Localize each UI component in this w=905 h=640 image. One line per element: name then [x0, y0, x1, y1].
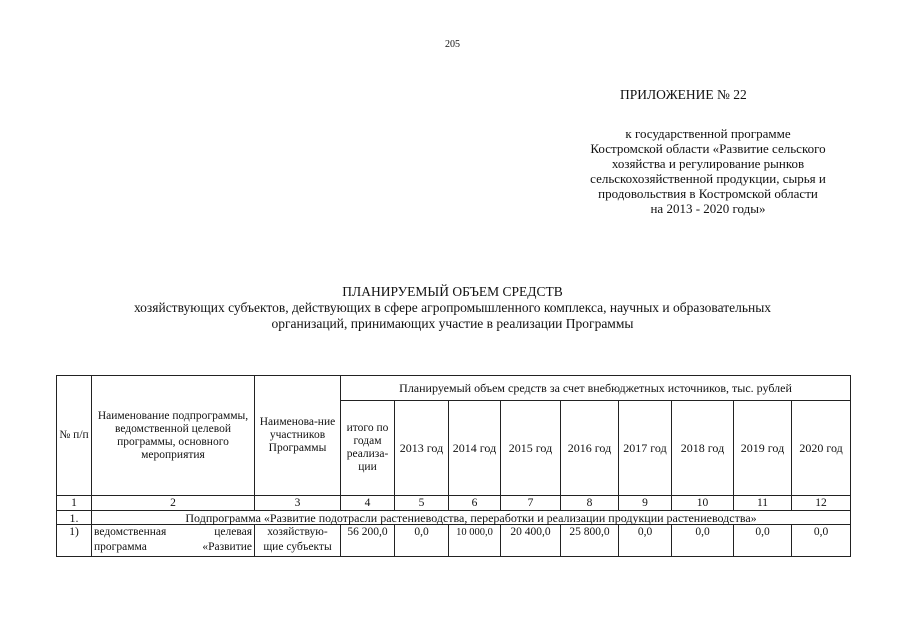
header-group: Планируемый объем средств за счет внебюджетных источников, тыс. рублей — [341, 376, 851, 401]
appendix-note-line: хозяйства и регулирование рынков — [611, 156, 805, 171]
header-participants: Наименова-ние участников Программы — [255, 376, 341, 496]
page-number: 205 — [445, 39, 460, 50]
column-number: 5 — [395, 496, 449, 511]
column-number: 11 — [734, 496, 792, 511]
row-value: 10 000,0 — [449, 525, 501, 557]
header-year: 2013 год — [395, 401, 449, 496]
row-value: 0,0 — [792, 525, 851, 557]
column-number: 1 — [57, 496, 92, 511]
header-num: № п/п — [57, 376, 92, 496]
row-value-total: 56 200,0 — [341, 525, 395, 557]
section-num: 1. — [57, 511, 92, 525]
heading-line: хозяйствующих субъектов, действующих в сфере агропромышленного комплекса, научных и образовательных — [133, 300, 772, 315]
header-year: 2015 год — [501, 401, 561, 496]
row-value: 0,0 — [734, 525, 792, 557]
header-name: Наименование подпрограммы, ведомственной целевой программы, основного мероприятия — [92, 376, 255, 496]
row-name — [92, 525, 255, 557]
row-name-line: ведомственная целевая — [94, 526, 252, 538]
column-number: 9 — [619, 496, 672, 511]
row-participants-line: щие субъекты — [263, 541, 332, 553]
header-year: 2020 год — [792, 401, 851, 496]
appendix-note-line: сельскохозяйственной продукции, сырья и — [590, 171, 826, 186]
column-number: 2 — [92, 496, 255, 511]
column-number: 7 — [501, 496, 561, 511]
appendix-note-line: Костромской области «Развитие сельского — [590, 141, 826, 156]
row-value: 20 400,0 — [501, 525, 561, 557]
section-title: Подпрограмма «Развитие подотрасли растениеводства, переработки и реализации продукции растениеводства» — [92, 511, 851, 525]
appendix-note-line: продовольствия в Костромской области — [598, 186, 818, 201]
funding-table — [56, 375, 851, 557]
header-total: итого по годам реализа-ции — [341, 401, 395, 496]
row-name-line: программа «Развитие — [94, 541, 252, 553]
heading-title: ПЛАНИРУЕМЫЙ ОБЪЕМ СРЕДСТВ — [342, 284, 563, 299]
column-number: 10 — [672, 496, 734, 511]
appendix-note-line: к государственной программе — [625, 126, 791, 141]
appendix-note-line: на 2013 - 2020 годы» — [650, 201, 766, 216]
row-value: 0,0 — [395, 525, 449, 557]
row-participants — [255, 525, 341, 557]
column-number: 4 — [341, 496, 395, 511]
column-number: 3 — [255, 496, 341, 511]
appendix-note — [555, 126, 861, 216]
header-year: 2016 год — [561, 401, 619, 496]
row-num: 1) — [57, 525, 92, 557]
heading-line: организаций, принимающих участие в реализации Программы — [271, 316, 634, 331]
row-participants-line: хозяйствую- — [267, 526, 328, 538]
row-value: 0,0 — [672, 525, 734, 557]
appendix-title: ПРИЛОЖЕНИЕ № 22 — [620, 87, 747, 102]
header-year: 2019 год — [734, 401, 792, 496]
column-number: 12 — [792, 496, 851, 511]
row-value: 0,0 — [619, 525, 672, 557]
column-number: 6 — [449, 496, 501, 511]
header-year: 2017 год — [619, 401, 672, 496]
header-year: 2018 год — [672, 401, 734, 496]
header-year: 2014 год — [449, 401, 501, 496]
column-number: 8 — [561, 496, 619, 511]
row-value: 25 800,0 — [561, 525, 619, 557]
document-heading — [0, 284, 905, 332]
